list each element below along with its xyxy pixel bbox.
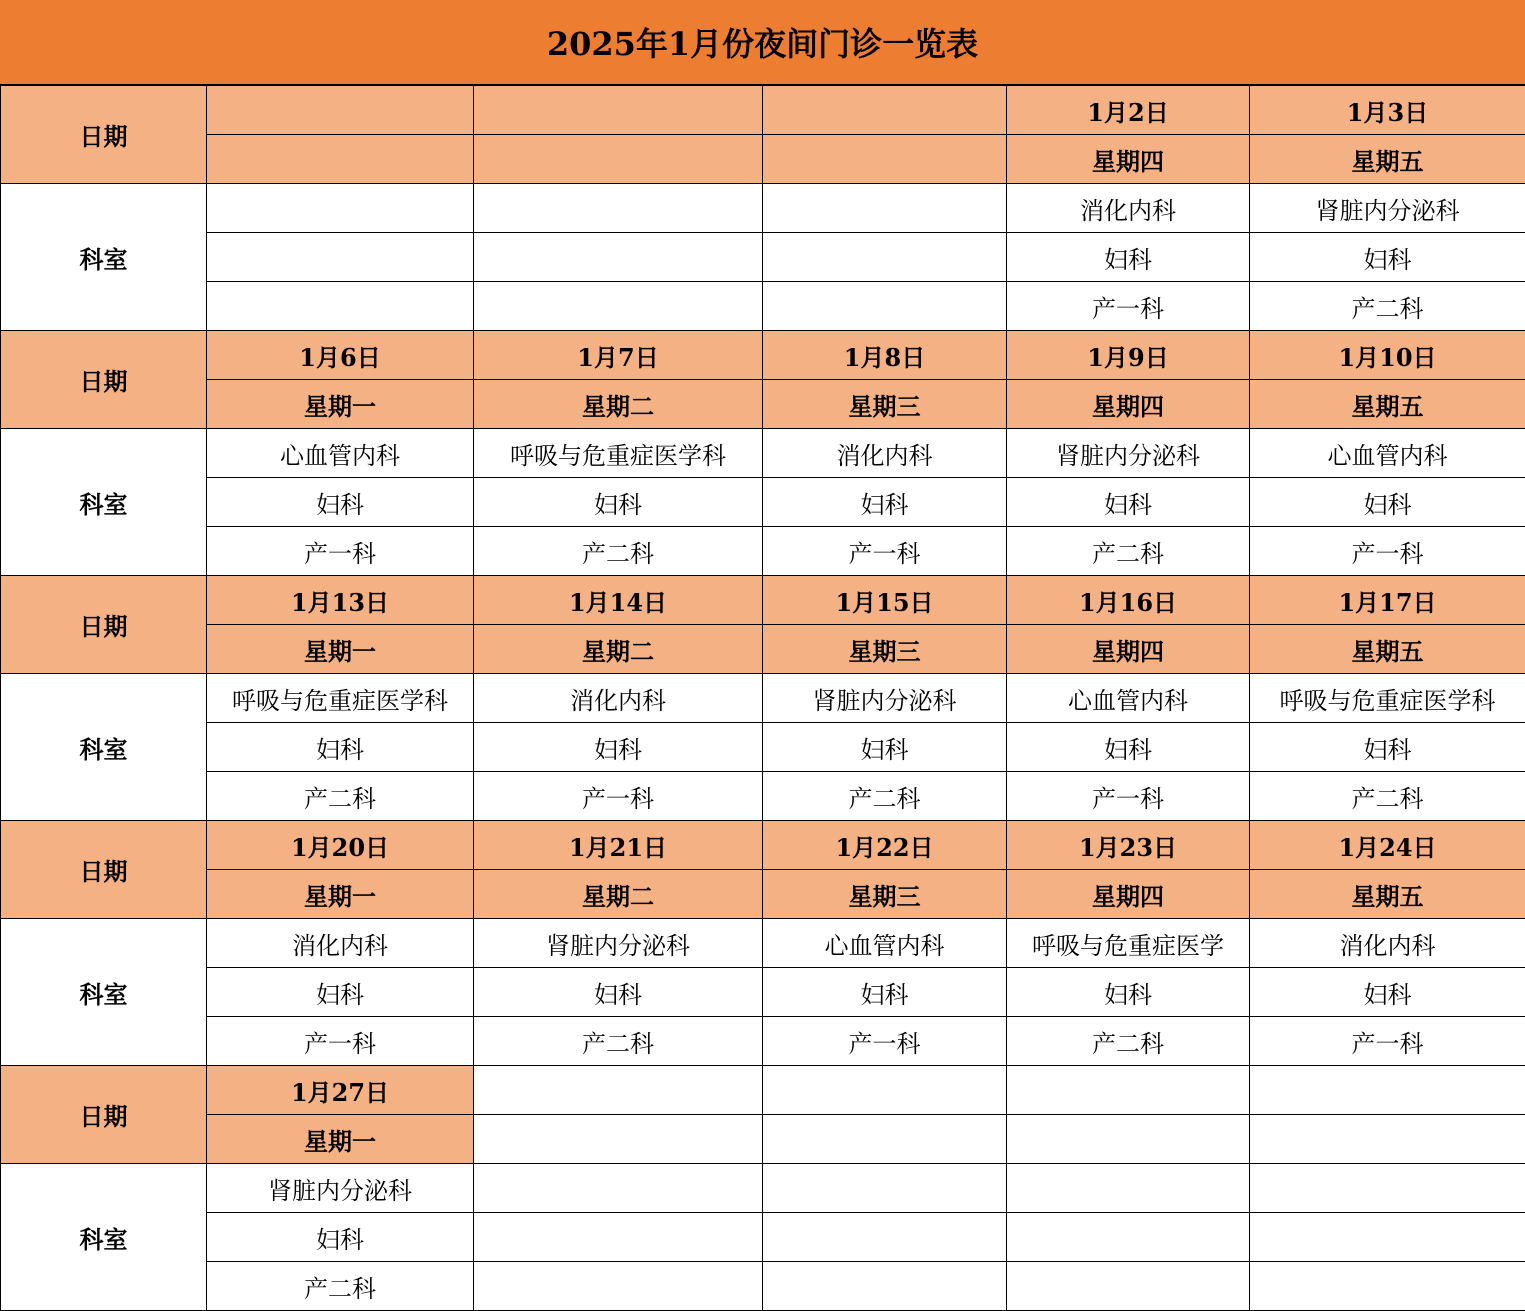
- weekday-cell: 星期一: [207, 380, 474, 429]
- weekday-cell: 星期四: [1007, 380, 1250, 429]
- dept-cell: [763, 1213, 1007, 1262]
- weekday-cell: 星期五: [1250, 625, 1525, 674]
- date-cell: 1月9日: [1007, 331, 1250, 380]
- dept-row: [1, 282, 1525, 331]
- weekday-cell: [474, 135, 763, 184]
- dept-cell: 产一科: [474, 772, 763, 821]
- dept-cell: 产一科: [207, 1017, 474, 1066]
- dept-label: 科室: [1, 184, 207, 331]
- dept-row: [1, 1017, 1525, 1066]
- weekday-row: [1, 135, 1525, 184]
- dept-cell: 消化内科: [1007, 184, 1250, 233]
- date-cell: 1月7日: [474, 331, 763, 380]
- dept-cell: 产二科: [207, 1262, 474, 1311]
- date-cell: [474, 1066, 763, 1115]
- dept-cell: 妇科: [1007, 233, 1250, 282]
- dept-cell: 产一科: [1007, 772, 1250, 821]
- dept-cell: 妇科: [474, 478, 763, 527]
- dept-cell: 妇科: [1250, 233, 1525, 282]
- date-cell: 1月3日: [1250, 86, 1525, 135]
- dept-cell: [474, 184, 763, 233]
- date-row: [1, 1066, 1525, 1115]
- dept-cell: 心血管内科: [207, 429, 474, 478]
- dept-label: 科室: [1, 674, 207, 821]
- date-label: 日期: [1, 331, 207, 429]
- date-row: [1, 821, 1525, 870]
- date-cell: 1月10日: [1250, 331, 1525, 380]
- date-label: 日期: [1, 821, 207, 919]
- dept-cell: 产二科: [1250, 282, 1525, 331]
- dept-cell: 妇科: [763, 478, 1007, 527]
- date-cell: 1月15日: [763, 576, 1007, 625]
- dept-cell: 产二科: [474, 1017, 763, 1066]
- dept-cell: 消化内科: [1250, 919, 1525, 968]
- dept-cell: 呼吸与危重症医学科: [207, 674, 474, 723]
- dept-cell: 妇科: [207, 968, 474, 1017]
- weekday-cell: [763, 1115, 1007, 1164]
- dept-cell: 产二科: [1250, 772, 1525, 821]
- date-cell: [1250, 1066, 1525, 1115]
- weekday-cell: 星期二: [474, 870, 763, 919]
- date-cell: [763, 1066, 1007, 1115]
- weekday-cell: 星期四: [1007, 625, 1250, 674]
- date-cell: 1月24日: [1250, 821, 1525, 870]
- dept-cell: 产二科: [763, 772, 1007, 821]
- dept-cell: 产一科: [1250, 527, 1525, 576]
- dept-cell: 产二科: [474, 527, 763, 576]
- date-cell: [1007, 1066, 1250, 1115]
- weekday-cell: 星期二: [474, 625, 763, 674]
- date-cell: 1月20日: [207, 821, 474, 870]
- dept-row: [1, 674, 1525, 723]
- dept-cell: 消化内科: [763, 429, 1007, 478]
- weekday-cell: 星期五: [1250, 870, 1525, 919]
- weekday-cell: 星期五: [1250, 380, 1525, 429]
- dept-row: [1, 429, 1525, 478]
- date-cell: 1月13日: [207, 576, 474, 625]
- weekday-cell: [763, 135, 1007, 184]
- dept-cell: [207, 233, 474, 282]
- dept-cell: 肾脏内分泌科: [763, 674, 1007, 723]
- dept-cell: 心血管内科: [1007, 674, 1250, 723]
- dept-cell: 产一科: [1250, 1017, 1525, 1066]
- date-cell: 1月21日: [474, 821, 763, 870]
- dept-cell: [1250, 1213, 1525, 1262]
- dept-cell: 妇科: [474, 968, 763, 1017]
- dept-cell: 妇科: [1250, 478, 1525, 527]
- dept-cell: 妇科: [1007, 968, 1250, 1017]
- dept-row: [1, 919, 1525, 968]
- dept-cell: 产一科: [763, 527, 1007, 576]
- weekday-cell: 星期一: [207, 870, 474, 919]
- dept-cell: [1250, 1164, 1525, 1213]
- dept-row: [1, 184, 1525, 233]
- dept-cell: 产一科: [763, 1017, 1007, 1066]
- dept-row: [1, 233, 1525, 282]
- date-row: [1, 86, 1525, 135]
- weekday-cell: 星期一: [207, 625, 474, 674]
- dept-cell: 妇科: [207, 723, 474, 772]
- date-cell: [763, 86, 1007, 135]
- dept-cell: 妇科: [207, 478, 474, 527]
- weekday-cell: 星期三: [763, 625, 1007, 674]
- weekday-row: [1, 380, 1525, 429]
- date-cell: 1月6日: [207, 331, 474, 380]
- dept-cell: [1007, 1262, 1250, 1311]
- dept-cell: 心血管内科: [763, 919, 1007, 968]
- dept-cell: 肾脏内分泌科: [474, 919, 763, 968]
- dept-cell: [207, 282, 474, 331]
- dept-cell: 产二科: [1007, 527, 1250, 576]
- dept-row: [1, 772, 1525, 821]
- dept-cell: 妇科: [1007, 478, 1250, 527]
- dept-cell: 妇科: [763, 723, 1007, 772]
- dept-cell: 妇科: [207, 1213, 474, 1262]
- dept-cell: 呼吸与危重症医学科: [474, 429, 763, 478]
- weekday-row: [1, 870, 1525, 919]
- date-row: [1, 576, 1525, 625]
- date-cell: 1月23日: [1007, 821, 1250, 870]
- date-cell: 1月17日: [1250, 576, 1525, 625]
- date-cell: [474, 86, 763, 135]
- dept-cell: [763, 1164, 1007, 1213]
- dept-row: [1, 1213, 1525, 1262]
- dept-cell: [1007, 1213, 1250, 1262]
- weekday-cell: 星期三: [763, 870, 1007, 919]
- dept-cell: 肾脏内分泌科: [1250, 184, 1525, 233]
- schedule-body: [1, 86, 1525, 1311]
- dept-cell: [763, 233, 1007, 282]
- dept-cell: [207, 184, 474, 233]
- dept-cell: 肾脏内分泌科: [207, 1164, 474, 1213]
- dept-cell: 妇科: [763, 968, 1007, 1017]
- weekday-row: [1, 625, 1525, 674]
- weekday-cell: 星期一: [207, 1115, 474, 1164]
- dept-cell: 消化内科: [474, 674, 763, 723]
- date-cell: 1月16日: [1007, 576, 1250, 625]
- date-label: 日期: [1, 1066, 207, 1164]
- dept-cell: 产二科: [207, 772, 474, 821]
- dept-label: 科室: [1, 1164, 207, 1311]
- date-row: [1, 331, 1525, 380]
- date-cell: 1月14日: [474, 576, 763, 625]
- dept-cell: 产二科: [1007, 1017, 1250, 1066]
- dept-row: [1, 1164, 1525, 1213]
- dept-cell: [763, 1262, 1007, 1311]
- dept-cell: 妇科: [1250, 723, 1525, 772]
- dept-row: [1, 527, 1525, 576]
- date-cell: 1月2日: [1007, 86, 1250, 135]
- dept-cell: [1250, 1262, 1525, 1311]
- dept-cell: 妇科: [1250, 968, 1525, 1017]
- date-cell: 1月8日: [763, 331, 1007, 380]
- dept-cell: [474, 1213, 763, 1262]
- dept-cell: [1007, 1164, 1250, 1213]
- dept-cell: 呼吸与危重症医学科: [1250, 674, 1525, 723]
- dept-cell: 消化内科: [207, 919, 474, 968]
- date-cell: 1月22日: [763, 821, 1007, 870]
- dept-row: [1, 1262, 1525, 1311]
- dept-row: [1, 723, 1525, 772]
- date-cell: 1月27日: [207, 1066, 474, 1115]
- dept-cell: [474, 233, 763, 282]
- dept-cell: 产一科: [207, 527, 474, 576]
- dept-label: 科室: [1, 919, 207, 1066]
- schedule-table: [0, 85, 1525, 1311]
- dept-cell: [474, 1164, 763, 1213]
- weekday-cell: 星期三: [763, 380, 1007, 429]
- dept-cell: 心血管内科: [1250, 429, 1525, 478]
- dept-cell: [763, 184, 1007, 233]
- weekday-cell: 星期四: [1007, 135, 1250, 184]
- dept-cell: [474, 1262, 763, 1311]
- dept-cell: 肾脏内分泌科: [1007, 429, 1250, 478]
- dept-cell: [763, 282, 1007, 331]
- date-label: 日期: [1, 86, 207, 184]
- dept-row: [1, 478, 1525, 527]
- weekday-row: [1, 1115, 1525, 1164]
- dept-row: [1, 968, 1525, 1017]
- date-cell: [207, 86, 474, 135]
- page-title: 2025年1月份夜间门诊一览表: [0, 0, 1525, 85]
- dept-label: 科室: [1, 429, 207, 576]
- weekday-cell: [1007, 1115, 1250, 1164]
- date-label: 日期: [1, 576, 207, 674]
- weekday-cell: 星期四: [1007, 870, 1250, 919]
- dept-cell: [474, 282, 763, 331]
- weekday-cell: [474, 1115, 763, 1164]
- dept-cell: 妇科: [474, 723, 763, 772]
- dept-cell: 产一科: [1007, 282, 1250, 331]
- weekday-cell: [1250, 1115, 1525, 1164]
- weekday-cell: 星期五: [1250, 135, 1525, 184]
- weekday-cell: 星期二: [474, 380, 763, 429]
- dept-cell: 妇科: [1007, 723, 1250, 772]
- dept-cell: 呼吸与危重症医学: [1007, 919, 1250, 968]
- weekday-cell: [207, 135, 474, 184]
